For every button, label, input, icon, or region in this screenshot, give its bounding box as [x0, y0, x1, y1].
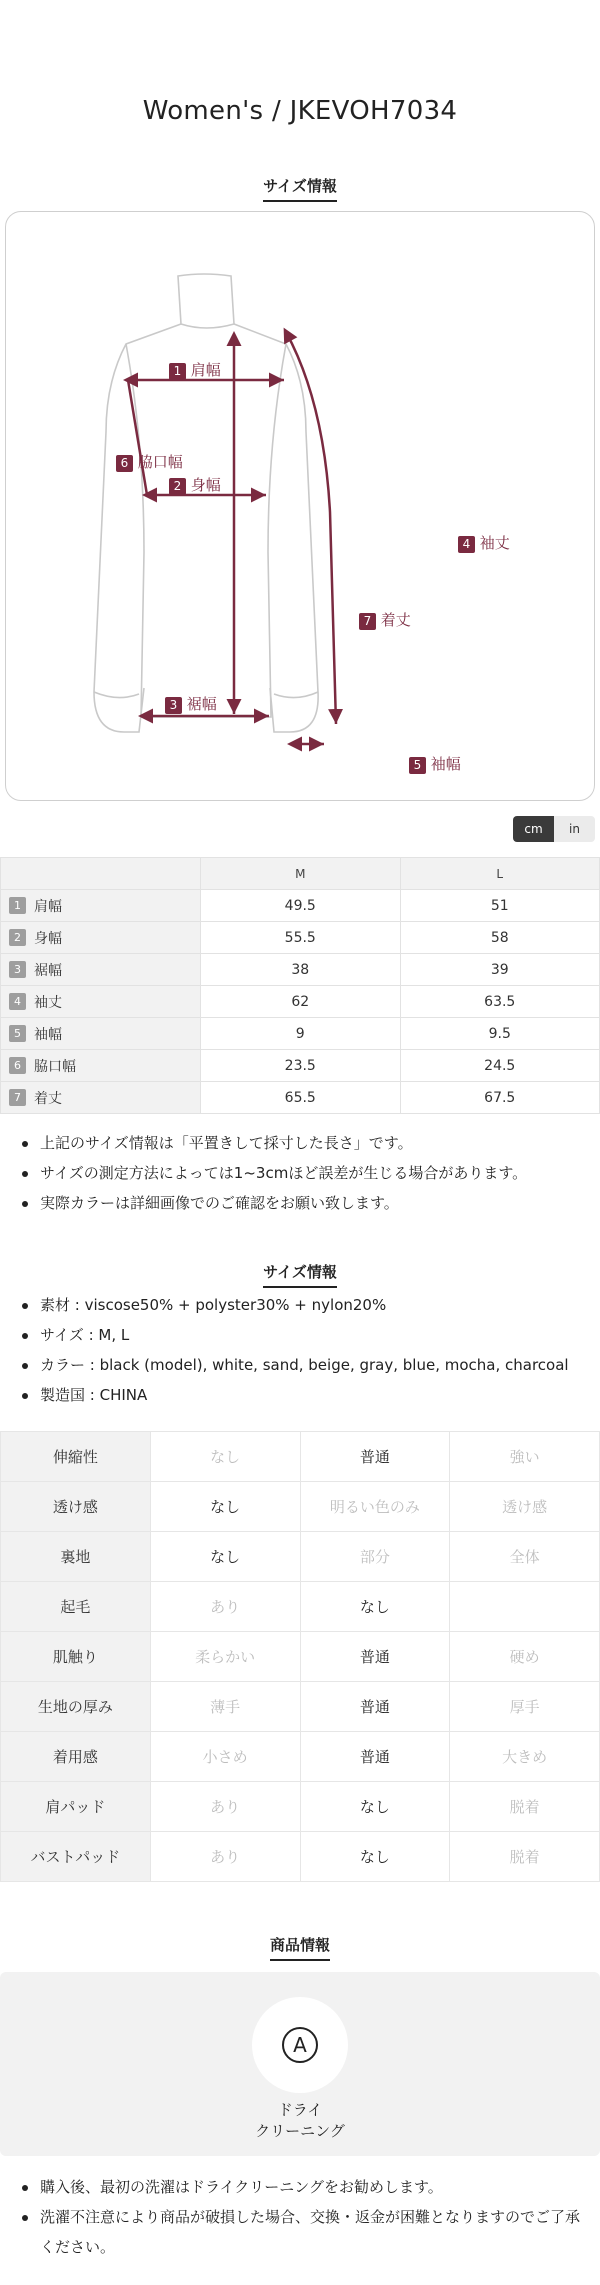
table-cell: 39: [400, 954, 600, 986]
unit-cm-button[interactable]: cm: [513, 816, 554, 842]
diagram-label-2: 2 身幅: [169, 474, 221, 495]
attribute-option: あり: [150, 1832, 300, 1882]
attribute-row: [1, 1632, 600, 1682]
table-row: [1, 1018, 600, 1050]
attribute-row: [1, 1482, 600, 1532]
attribute-option: あり: [150, 1782, 300, 1832]
attribute-option: 大きめ: [450, 1732, 600, 1782]
info-section-heading: [0, 1261, 600, 1288]
attribute-option: あり: [150, 1582, 300, 1632]
table-row: [1, 1050, 600, 1082]
attribute-label: 生地の厚み: [1, 1682, 151, 1732]
list-item: 実際カラーは詳細画像でのご確認をお願い致します。: [20, 1188, 590, 1218]
list-item: 購入後、最初の洗濯はドライクリーニングをお勧めします。: [20, 2172, 590, 2202]
row-label: 4 袖丈: [1, 986, 201, 1018]
attribute-option: 普通: [300, 1682, 450, 1732]
diagram-label-6: 6 脇口幅: [116, 451, 183, 472]
attribute-label: バストパッド: [1, 1832, 151, 1882]
attribute-option: 透け感: [450, 1482, 600, 1532]
care-symbol-badge: [252, 1997, 348, 2093]
care-instructions-box: [0, 1972, 600, 2156]
table-cell: 55.5: [201, 922, 401, 954]
table-cell: 49.5: [201, 890, 401, 922]
attribute-option: なし: [300, 1582, 450, 1632]
size-column-l: L: [400, 858, 600, 890]
table-cell: 51: [400, 890, 600, 922]
care-label-line1: ドライ: [277, 2101, 323, 2119]
attribute-row: [1, 1582, 600, 1632]
list-item: サイズの測定方法によっては1~3cmほど誤差が生じる場合があります。: [20, 1158, 590, 1188]
unit-toggle: [513, 816, 595, 842]
diagram-label-4: 4 袖丈: [458, 532, 510, 553]
product-info-list: [20, 1290, 590, 1410]
page-title: Women's / JKEVOH7034: [142, 96, 458, 126]
table-cell: 38: [201, 954, 401, 986]
row-label: 6 脇口幅: [1, 1050, 201, 1082]
diagram-label-3: 3 裾幅: [165, 693, 217, 714]
diagram-label-7: 7 着丈: [359, 609, 411, 630]
list-item: 製造国 : CHINA: [20, 1380, 590, 1410]
attribute-label: 肌触り: [1, 1632, 151, 1682]
info-section-title: サイズ情報: [263, 1261, 337, 1288]
list-item: サイズ : M, L: [20, 1320, 590, 1350]
attribute-option: 部分: [300, 1532, 450, 1582]
table-cell: 58: [400, 922, 600, 954]
table-row: [1, 922, 600, 954]
attribute-option: 薄手: [150, 1682, 300, 1732]
attribute-option: 厚手: [450, 1682, 600, 1732]
table-row: [1, 890, 600, 922]
unit-in-button[interactable]: in: [554, 816, 595, 842]
table-cell: 9: [201, 1018, 401, 1050]
row-label: 2 身幅: [1, 922, 201, 954]
attribute-row: [1, 1782, 600, 1832]
attribute-option: 柔らかい: [150, 1632, 300, 1682]
attribute-option: なし: [150, 1482, 300, 1532]
size-column-m: M: [201, 858, 401, 890]
size-table-header: [1, 858, 600, 890]
fabric-attribute-table: [0, 1431, 600, 1882]
attribute-row: [1, 1832, 600, 1882]
attribute-row: [1, 1432, 600, 1482]
attribute-option: 硬め: [450, 1632, 600, 1682]
attribute-label: 裏地: [1, 1532, 151, 1582]
product-section-title: 商品情報: [270, 1934, 330, 1961]
table-cell: 67.5: [400, 1082, 600, 1114]
attribute-option: 脱着: [450, 1832, 600, 1882]
diagram-label-5: 5 袖幅: [409, 753, 461, 774]
size-notes: [20, 1128, 590, 1218]
size-table: [0, 857, 600, 1114]
attribute-option: 普通: [300, 1632, 450, 1682]
attribute-option: [450, 1582, 600, 1632]
table-cell: 9.5: [400, 1018, 600, 1050]
list-item: 素材 : viscose50% + polyster30% + nylon20%: [20, 1290, 590, 1320]
row-label: 7 着丈: [1, 1082, 201, 1114]
attribute-row: [1, 1532, 600, 1582]
attribute-option: 小さめ: [150, 1732, 300, 1782]
table-cell: 23.5: [201, 1050, 401, 1082]
care-notes: [20, 2172, 590, 2262]
table-cell: 24.5: [400, 1050, 600, 1082]
attribute-label: 起毛: [1, 1582, 151, 1632]
attribute-label: 伸縮性: [1, 1432, 151, 1482]
attribute-option: なし: [150, 1532, 300, 1582]
attribute-label: 着用感: [1, 1732, 151, 1782]
attribute-label: 透け感: [1, 1482, 151, 1532]
list-item: カラー : black (model), white, sand, beige, gray, blue, mocha, charcoal: [20, 1350, 590, 1380]
size-section-title: サイズ情報: [263, 175, 337, 202]
attribute-row: [1, 1732, 600, 1782]
size-table-corner: [1, 858, 201, 890]
attribute-option: なし: [300, 1782, 450, 1832]
attribute-option: 脱着: [450, 1782, 600, 1832]
attribute-option: 明るい色のみ: [300, 1482, 450, 1532]
attribute-option: 普通: [300, 1732, 450, 1782]
attribute-option: 普通: [300, 1432, 450, 1482]
list-item: 上記のサイズ情報は「平置きして採寸した長さ」です。: [20, 1128, 590, 1158]
size-section-heading: [0, 175, 600, 202]
table-row: [1, 1082, 600, 1114]
table-cell: 62: [201, 986, 401, 1018]
garment-outline: [94, 274, 318, 732]
attribute-option: 全体: [450, 1532, 600, 1582]
attribute-row: [1, 1682, 600, 1732]
care-label: [0, 2100, 600, 2142]
table-row: [1, 986, 600, 1018]
diagram-label-1: 1 肩幅: [169, 359, 221, 380]
care-label-line2: クリーニング: [255, 2122, 345, 2140]
row-label: 5 袖幅: [1, 1018, 201, 1050]
size-diagram: [5, 211, 595, 801]
table-cell: 63.5: [400, 986, 600, 1018]
product-section-heading: [0, 1934, 600, 1961]
attribute-option: 強い: [450, 1432, 600, 1482]
attribute-label: 肩パッド: [1, 1782, 151, 1832]
table-row: [1, 954, 600, 986]
attribute-option: なし: [150, 1432, 300, 1482]
table-cell: 65.5: [201, 1082, 401, 1114]
row-label: 1 肩幅: [1, 890, 201, 922]
list-item: 洗濯不注意により商品が破損した場合、交換・返金が困難となりますのでご了承ください。: [20, 2202, 590, 2262]
turtleneck-diagram: [6, 212, 596, 802]
attribute-option: なし: [300, 1832, 450, 1882]
dry-clean-icon: A: [282, 2027, 318, 2063]
row-label: 3 裾幅: [1, 954, 201, 986]
